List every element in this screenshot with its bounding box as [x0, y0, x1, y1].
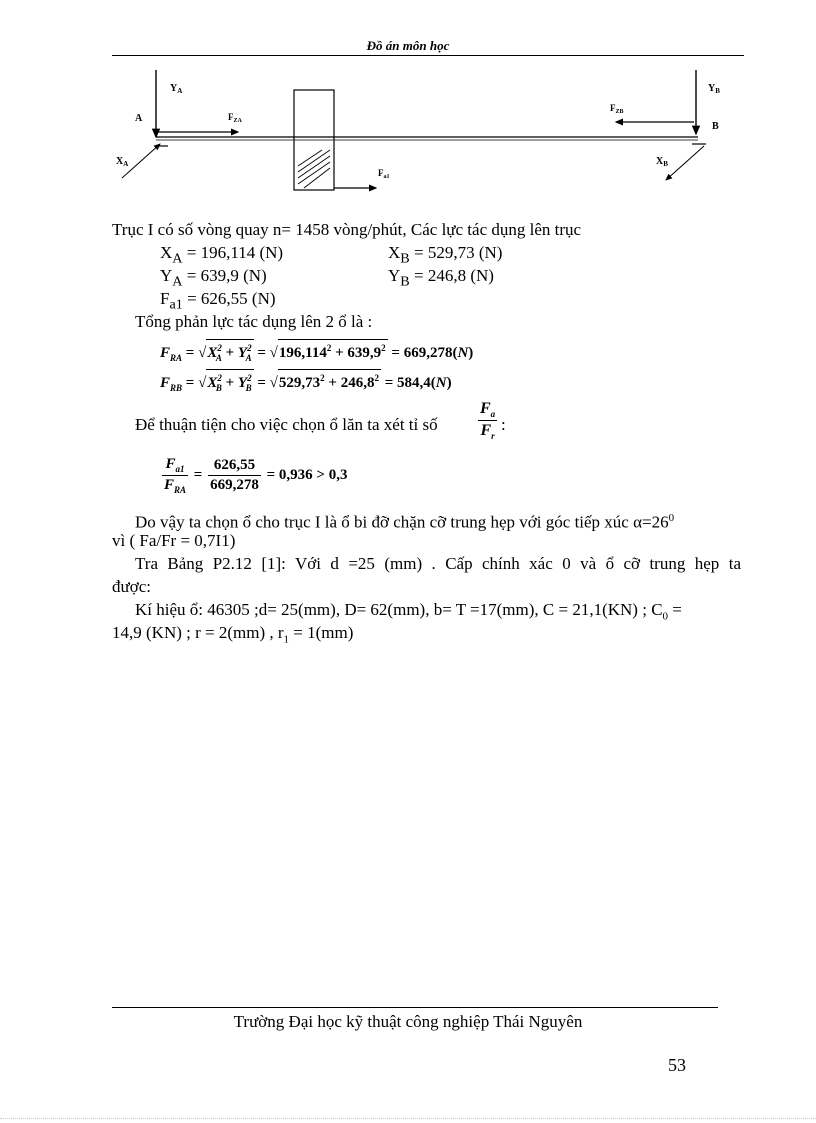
ratio-intro-line: Để thuận tiện cho việc chọn ổ lăn ta xét tỉ số — [135, 415, 438, 434]
label-a: A — [135, 113, 143, 124]
choice-line-2: vì ( Fa/Fr = 0,7I1) — [112, 531, 236, 550]
formula-frb: $F_{RB} = √X^2_B + Y^2_B = √529,73^2 + 246,8^2 = 584,4(N)$ — [160, 369, 452, 397]
gear-hatch — [298, 150, 330, 188]
force-fa1: $F_{a1} = 626,55$ (N) — [160, 289, 276, 313]
label-ya: $Y_A$ — [170, 83, 183, 95]
label-b: B — [712, 121, 719, 132]
page-header-title: Đồ án môn học — [366, 38, 450, 53]
header-rule — [112, 55, 744, 56]
footer-school: Trường Đại học kỹ thuật công nghiệp Thái Nguyên — [233, 1012, 583, 1031]
total-reaction-line: Tổng phản lực tác dụng lên 2 ổ là : — [135, 312, 373, 331]
intro-line: Trục I có số vòng quay n= 1458 vòng/phút, Các lực tác dụng lên trục — [112, 220, 582, 239]
page-bottom-dotted-line — [0, 1118, 816, 1119]
ratio-colon: : — [501, 415, 506, 434]
choice-line-1: Do vậy ta chọn ổ cho trục I là ổ bi đỡ chặn cỡ trung hẹp với góc tiếp xúc $\alpha=26^0$ — [135, 512, 675, 532]
label-fra: $F_{ZA}$ — [228, 112, 242, 124]
footer-rule — [112, 1007, 718, 1008]
label-yb: $Y_B$ — [708, 83, 720, 95]
label-frb: $F_{ZB}$ — [610, 103, 624, 115]
label-xa: $X_A$ — [116, 156, 129, 168]
ratio-formula: $\frac{F_{a1}}{F_{RA}}$ = $\frac{626,55}{669,278}$ = 0,936 > 0,3 — [164, 456, 348, 495]
force-ya: $Y_A = 639,9$ (N) — [160, 266, 267, 290]
force-yb: $Y_B = 246,8$ (N) — [388, 266, 494, 290]
page-number: 53 — [668, 1055, 686, 1075]
table-line-1: Tra Bảng P2.12 [1]: Với d =25 (mm) . Cấp chính xác 0 và ổ cỡ trung hẹp ta — [135, 554, 741, 573]
table-line-2: được: — [112, 577, 151, 596]
force-xa: $X_A = 196,114$ (N) — [160, 243, 284, 267]
force-xb-arrow — [666, 146, 704, 180]
label-xb: $X_B$ — [656, 156, 668, 168]
ratio-fraction: $\frac{F_a}{F_r}$ — [480, 400, 496, 442]
spec-line-2: 14,9 (KN) ; r = 2(mm) , $r_1 = 1(mm)$ — [112, 623, 354, 646]
spec-line-1: Kí hiệu ổ: 46305 ;d= 25(mm), D= 62(mm), b= T =17(mm), C = 21,1(KN) ; $C_0$ = — [135, 600, 682, 623]
formula-fra: $F_{RA} = √X^2_A + Y^2_A = √196,114^2 + 639,9^2 = 669,278(N)$ — [160, 339, 473, 367]
force-xb: $X_B = 529,73$ (N) — [388, 243, 503, 267]
shaft-force-diagram — [108, 60, 718, 200]
label-fa1: $F_{a1}$ — [378, 168, 390, 180]
